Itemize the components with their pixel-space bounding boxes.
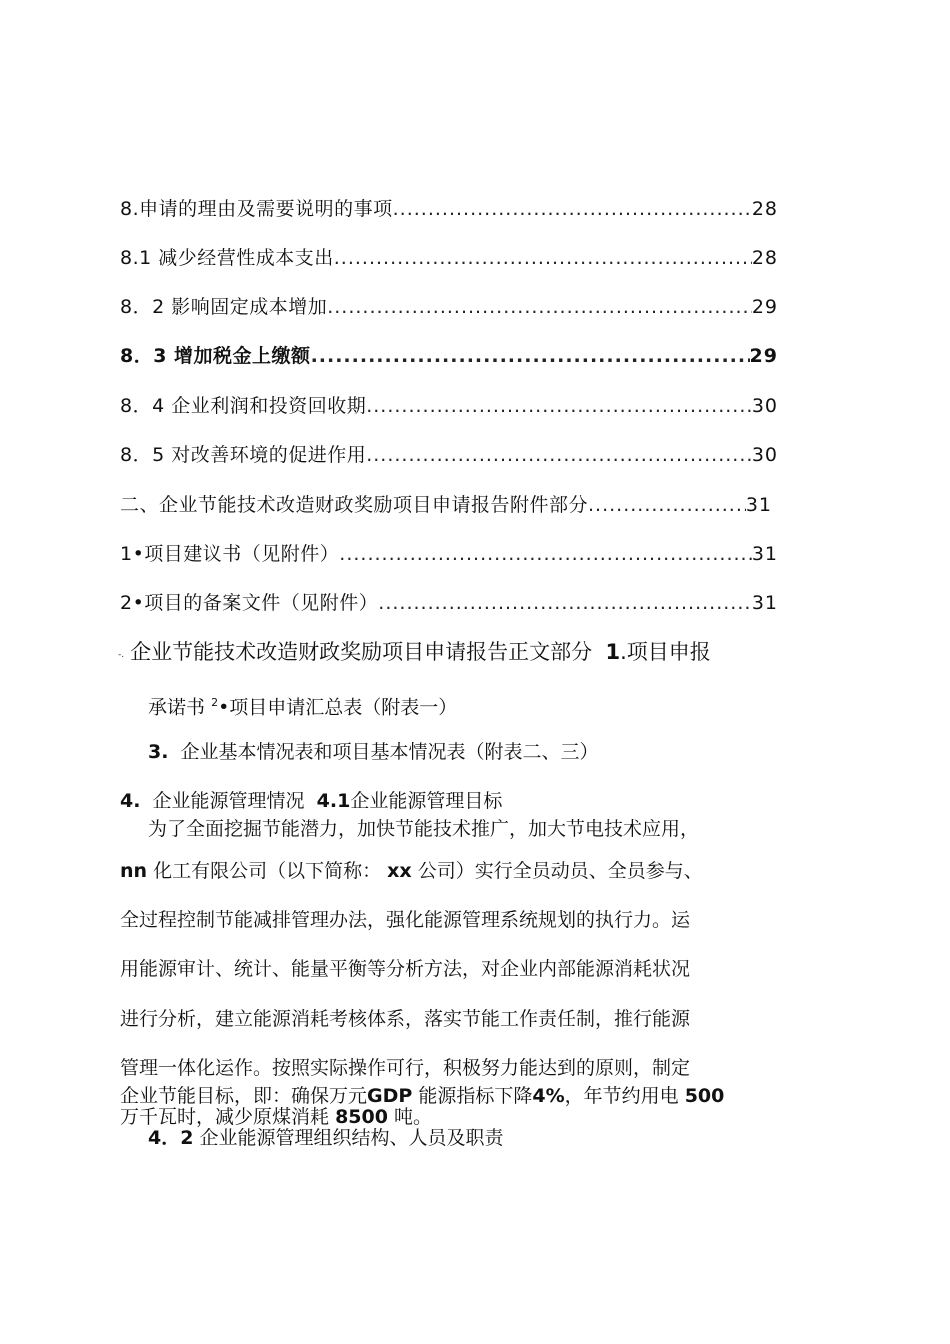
text-run: 500 bbox=[684, 1085, 725, 1107]
section-title: 企业节能技术改造财政奖励项目申请报告正文部分 bbox=[130, 640, 593, 664]
item-number: 4．2 bbox=[148, 1127, 194, 1149]
toc-entry-page: 29 bbox=[751, 296, 778, 318]
toc-entry-page: 28 bbox=[751, 198, 778, 220]
text-run: 能源指标下降 bbox=[418, 1085, 533, 1107]
toc-leader-dots bbox=[327, 292, 752, 322]
item-text: 企业能源管理情况 bbox=[152, 790, 305, 812]
toc-entry-page: 31 bbox=[745, 494, 772, 516]
subsection-heading bbox=[120, 787, 502, 815]
toc-entry[interactable] bbox=[120, 490, 772, 520]
paragraph-line: 管理一体化运作。按照实际操作可行，积极努力能达到的原则，制定 bbox=[120, 1057, 691, 1079]
item-number: 2 bbox=[211, 696, 219, 709]
toc-entry[interactable] bbox=[120, 440, 778, 470]
item-number: 4. bbox=[120, 790, 141, 812]
toc-leader-dots bbox=[366, 391, 752, 421]
toc-entry[interactable] bbox=[120, 391, 778, 421]
item-number: 1 bbox=[605, 640, 621, 664]
toc-entry-title: 8．4 企业利润和投资回收期 bbox=[120, 395, 367, 417]
toc-entry-page: 28 bbox=[751, 247, 778, 269]
text-run: 吨。 bbox=[394, 1106, 433, 1128]
text-run: 化工有限公司（以下简称： bbox=[153, 860, 382, 882]
text-run: 企业节能目标，即：确保万元 bbox=[120, 1085, 368, 1107]
toc-entry-title: 8．2 影响固定成本增加 bbox=[120, 296, 328, 318]
paragraph-line: 进行分析，建立能源消耗考核体系，落实节能工作责任制，推行能源 bbox=[120, 1008, 691, 1030]
paragraph-line bbox=[120, 857, 703, 885]
paragraph-line: 用能源审计、统计、能量平衡等分析方法，对企业内部能源消耗状况 bbox=[120, 958, 691, 980]
toc-leader-dots bbox=[311, 341, 750, 371]
toc-leader-dots bbox=[339, 539, 752, 569]
toc-leader-dots bbox=[393, 194, 752, 224]
text-run: 8500 bbox=[335, 1106, 388, 1128]
toc-entry[interactable] bbox=[120, 194, 778, 224]
toc-entry-page: 29 bbox=[749, 345, 778, 367]
toc-entry[interactable] bbox=[120, 292, 778, 322]
toc-entry-title: 二、企业节能技术改造财政奖励项目申请报告附件部分 bbox=[120, 494, 589, 516]
text-run: GDP bbox=[367, 1085, 413, 1107]
toc-entry[interactable] bbox=[120, 243, 778, 273]
paragraph-line: 全过程控制节能减排管理办法，强化能源管理系统规划的执行力。运 bbox=[120, 909, 691, 931]
subsection-heading bbox=[148, 1124, 504, 1152]
item-text: 企业能源管理目标 bbox=[350, 790, 503, 812]
text-run: 公司）实行全员动员、全员参与、 bbox=[417, 860, 703, 882]
text-run: 4% bbox=[532, 1085, 565, 1107]
toc-entry-page: 30 bbox=[751, 444, 778, 466]
company-code: nn bbox=[120, 860, 148, 882]
toc-entry-title: 8．5 对改善环境的促进作用 bbox=[120, 444, 367, 466]
toc-entry-title: 8.申请的理由及需要说明的事项 bbox=[120, 198, 393, 220]
item-text: 企业基本情况表和项目基本情况表（附表二、三） bbox=[180, 741, 599, 763]
item-number: 3. bbox=[148, 741, 169, 763]
item-number: 4.1 bbox=[316, 790, 351, 812]
item-line bbox=[148, 689, 457, 721]
toc-entry-title: 8.1 减少经营性成本支出 bbox=[120, 247, 334, 269]
item-text: •项目申请汇总表（附表一） bbox=[218, 696, 458, 719]
toc-entry[interactable] bbox=[120, 341, 778, 371]
toc-entry-title: 8．3 增加税金上缴额 bbox=[120, 345, 311, 367]
toc-entry-page: 30 bbox=[751, 395, 778, 417]
section-mark: -. bbox=[118, 650, 125, 660]
item-text: 企业能源管理组织结构、人员及职责 bbox=[199, 1127, 504, 1149]
toc-leader-dots bbox=[378, 588, 752, 618]
toc-entry-page: 31 bbox=[751, 592, 778, 614]
toc-leader-dots bbox=[588, 490, 746, 520]
text-run: ，年节约用电 bbox=[564, 1085, 679, 1107]
company-code: xx bbox=[387, 860, 412, 882]
text-run: 万千瓦时，减少原煤消耗 bbox=[120, 1106, 330, 1128]
item-line bbox=[148, 738, 599, 766]
toc-entry[interactable] bbox=[120, 588, 778, 618]
toc-entry-page: 31 bbox=[751, 543, 778, 565]
toc-entry[interactable] bbox=[120, 539, 778, 569]
toc-leader-dots bbox=[334, 243, 752, 273]
paragraph-line: 为了全面挖掘节能潜力，加快节能技术推广，加大节电技术应用， bbox=[148, 818, 700, 840]
item-text: 承诺书 bbox=[148, 696, 206, 719]
section-heading-line bbox=[118, 638, 711, 671]
toc-leader-dots bbox=[366, 440, 752, 470]
toc-entry-title: 1•项目建议书（见附件） bbox=[120, 543, 340, 565]
item-text: .项目申报 bbox=[620, 640, 711, 664]
toc-entry-title: 2•项目的备案文件（见附件） bbox=[120, 592, 379, 614]
